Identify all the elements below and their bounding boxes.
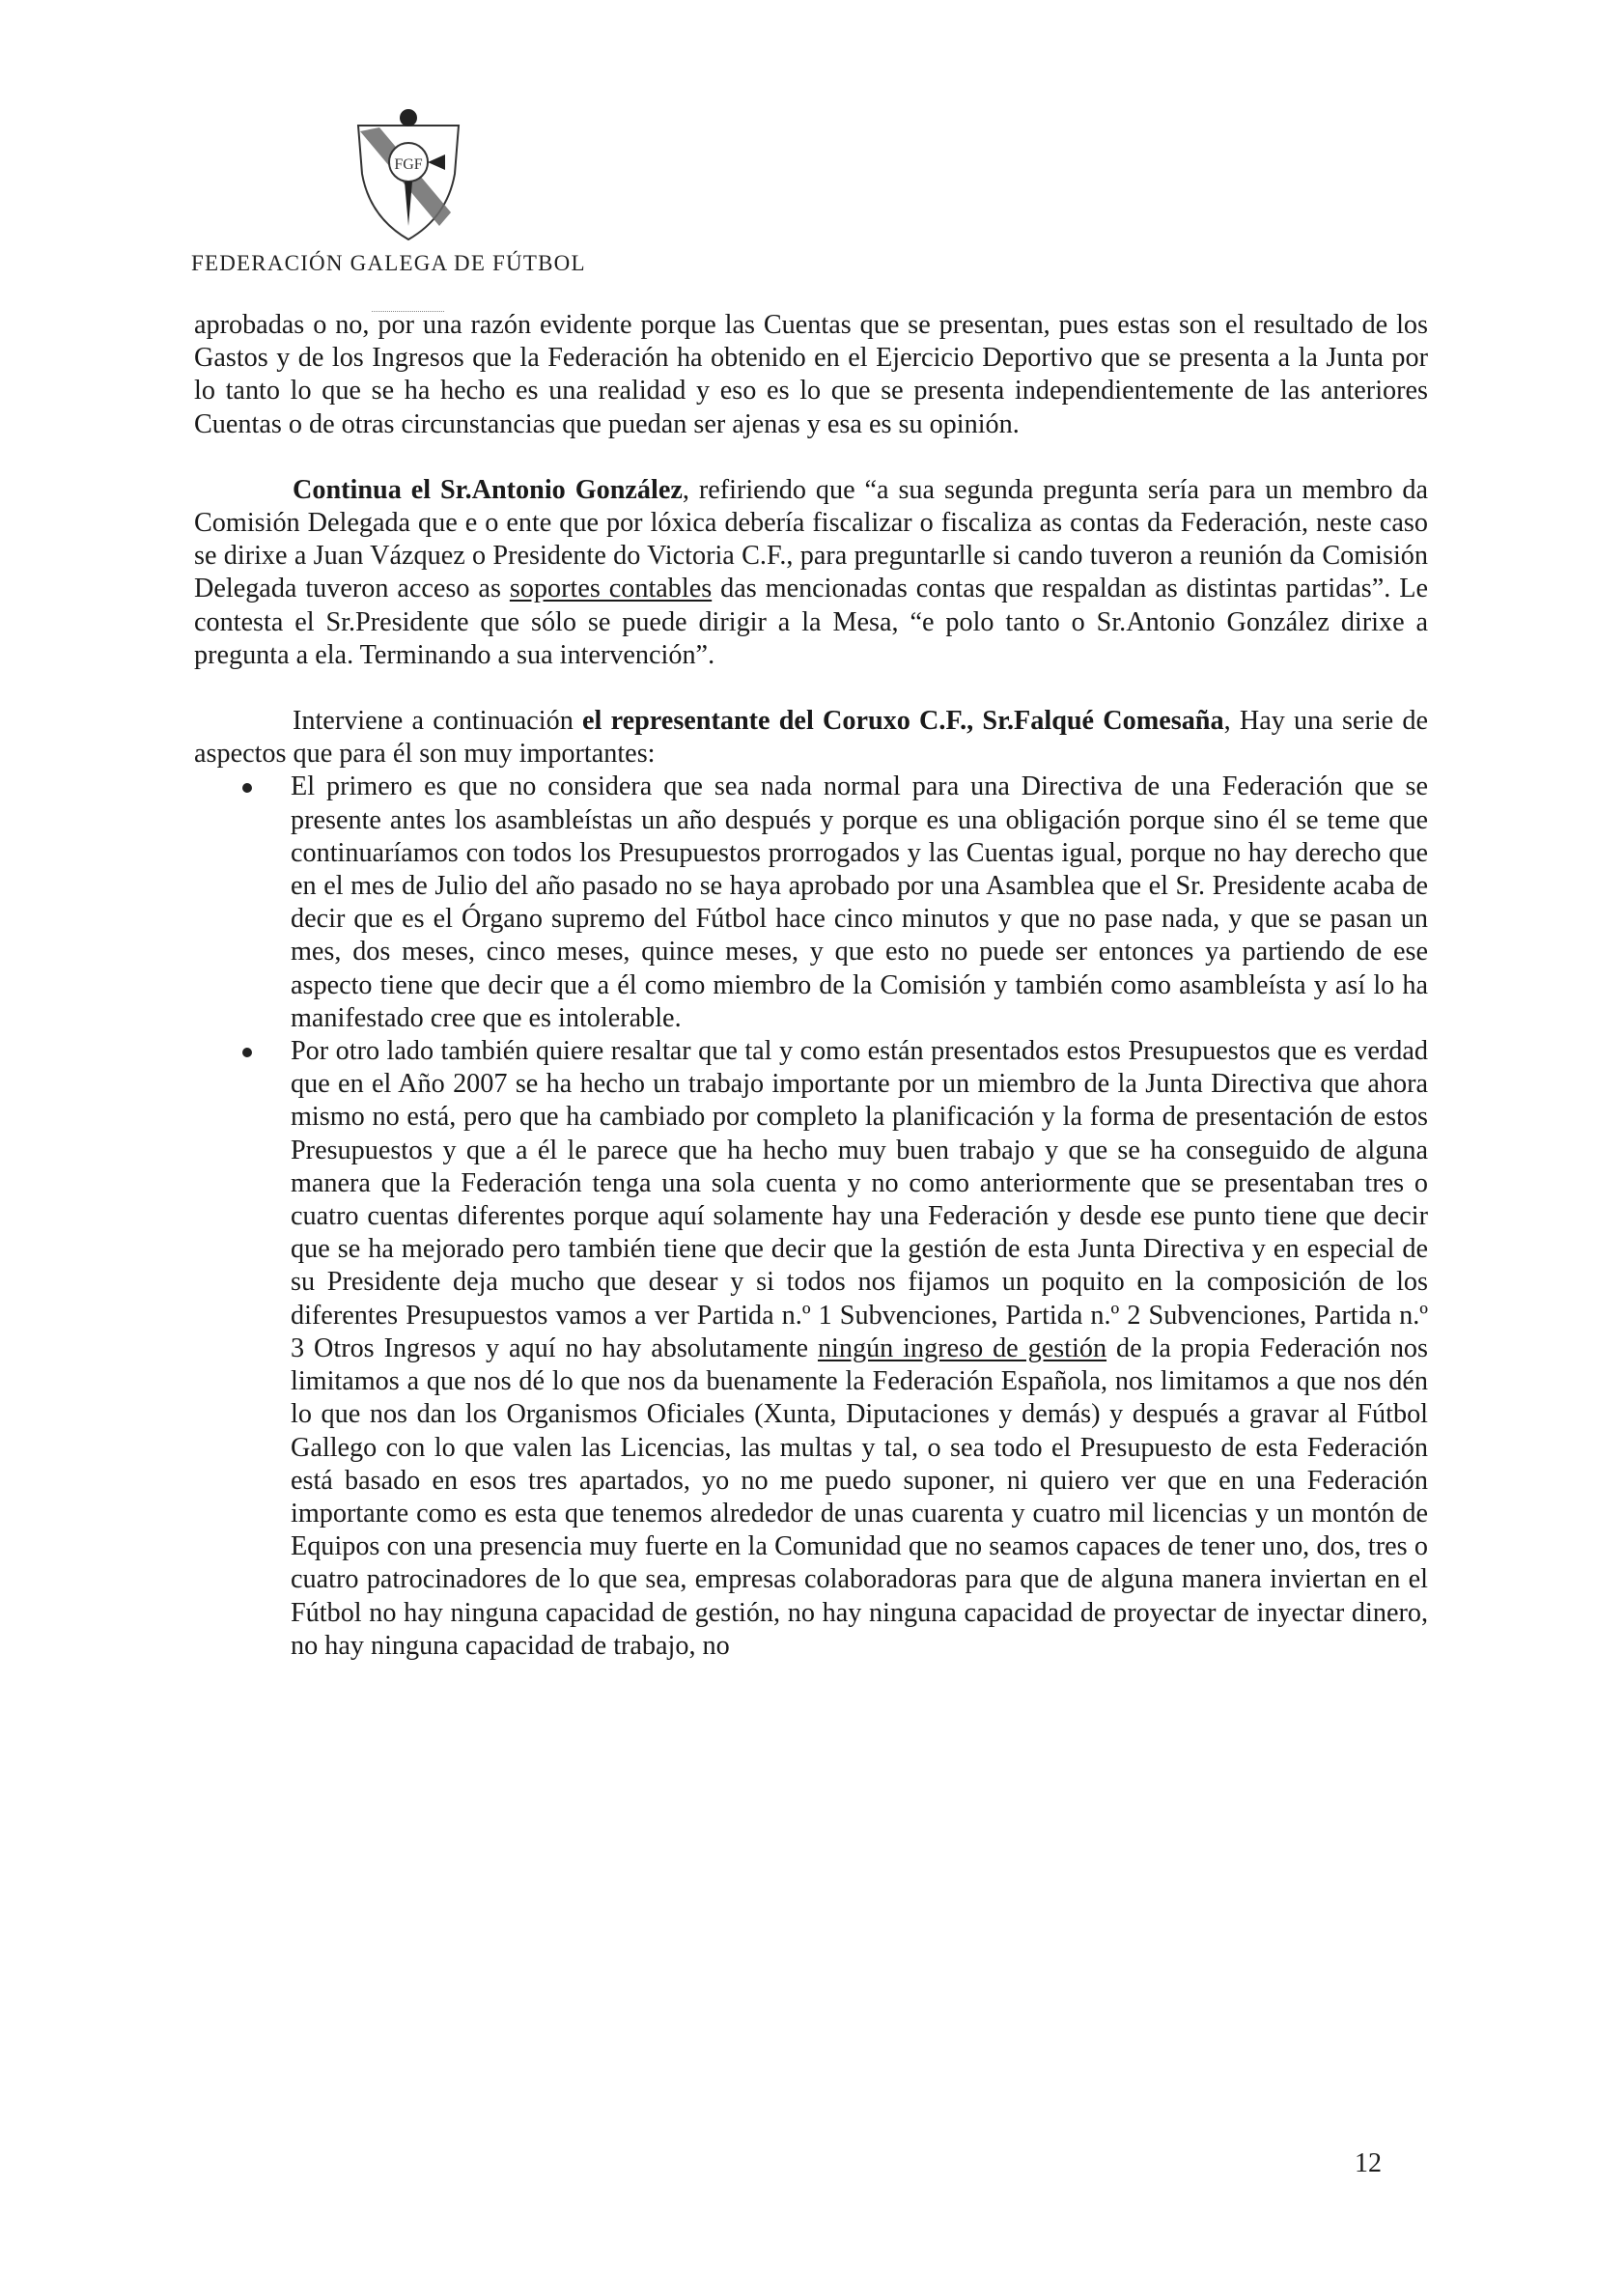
federation-crest-icon <box>350 106 466 241</box>
page-number: 12 <box>1355 2148 1382 2178</box>
list-item: El primero es que no considera que sea nada normal para una Directiva de una Federación que se presente antes los asambleístas un año después y porque es una obligación porque sino él se teme que continuaríamos con todos los Presupuestos prorrogados y las Cuentas igual, porque no hay derecho que en el mes de Julio del año pasado no se haya aprobado por una Asamblea que el Sr. Presidente acaba de decir que es el Órgano supremo del Fútbol hace cinco minutos y que no pase nada, y que se pasan un mes, dos meses, cinco meses, quince meses, y que esto no puede ser entonces ya partiendo de ese aspecto tiene que decir que a él como miembro de la Comisión y también como asambleísta y así lo ha manifestado cree que es intolerable. <box>194 771 1428 1035</box>
underlined-term: ningún ingreso de gestión <box>817 1332 1107 1363</box>
bullet-icon <box>242 783 252 793</box>
speaker-name: el representante del Coruxo C.F., Sr.Falqué Comesaña <box>582 706 1224 737</box>
underlined-term: soportes contables <box>509 574 713 604</box>
bullet-list <box>194 771 1428 1662</box>
speaker-name: Continua el Sr.Antonio González <box>293 474 683 505</box>
letterhead <box>191 87 674 280</box>
crest-initials: FGF <box>394 156 423 173</box>
bullet-icon <box>242 1048 252 1057</box>
document-body <box>194 309 1428 1663</box>
paragraph-antonio-gonzalez: Continua el Sr.Antonio González, refiriendo que “a sua segunda pregunta sería para un membro da Comisión Delegada que e o ente que por lóxica debería fiscalizar o fiscaliza as contas da Federación, neste caso se dirixe a Juan Vázquez o Presidente do Victoria C.F., para preguntarlle si cando tuveron a reunión da Comisión Delegada tuveron acceso as soportes contables das mencionadas contas que respaldan as distintas partidas”. Le contesta el Sr.Presidente que sólo se puede dirigir a la Mesa, “e polo tanto o Sr.Antonio González dirixe a pregunta a ela. Terminando a sua intervención”. <box>194 474 1428 670</box>
paragraph-cuentas: aprobadas o no, por una razón evidente porque las Cuentas que se presentan, pues estas son el resultado de los Gastos y de los Ingresos que la Federación ha obtenido en el Ejercicio Deportivo que se presenta a la Junta por lo tanto lo que se ha hecho es una realidad y eso es lo que se presenta independientemente de las anteriores Cuentas o de otras circunstancias que puedan ser ajenas y esa es su opinión. <box>194 310 1428 439</box>
list-item: Por otro lado también quiere resaltar que tal y como están presentados estos Presupuestos que es verdad que en el Año 2007 se ha hecho un trabajo importante por un miembro de la Junta Directiva que ahora mismo no está, pero que ha cambiado por completo la planificación y la forma de presentación de estos Presupuestos y que a él le parece que ha hecho muy buen trabajo y que se ha conseguido de alguna manera que la Federación tenga una sola cuenta y no como anteriormente que se presentaban tres o cuatro cuentas diferentes porque aquí solamente hay una Federación y desde ese punto tiene que decir que se ha mejorado pero también tiene que decir que la gestión de esta Junta Directiva y en especial de su Presidente deja mucho que desear y si todos nos fijamos un poquito en la composición de los diferentes Presupuestos vamos a ver Partida n.º 1 Subvenciones, Partida n.º 2 Subvenciones, Partida n.º 3 Otros Ingresos y aquí no hay absolutamente ningún ingreso de gestión de la propia Federación nos limitamos a que nos dé lo que nos da buenamente la Federación Española, nos limitamos a que nos dén lo que nos dan los Organismos Oficiales (Xunta, Diputaciones y demás) y después a gravar al Fútbol Gallego con lo que valen las Licencias, las multas y tal, o sea todo el Presupuesto de esta Federación está basado en esos tres apartados, yo no me puedo suponer, ni quiero ver que en una Federación importante como es esta que tenemos alrededor de unas cuarenta y cuatro mil licencias y un montón de Equipos con una presencia muy fuerte en la Comunidad que no seamos capaces de tener uno, dos, tres o cuatro patrocinadores de lo que sea, empresas colaboradoras para que de alguna manera inviertan en el Fútbol no hay ninguna capacidad de gestión, no hay ninguna capacidad de proyectar de inyectar dinero, no hay ninguna capacidad de trabajo, no <box>194 1035 1428 1663</box>
paragraph-coruxo-intro: Interviene a continuación el representante del Coruxo C.F., Sr.Falqué Comesaña, Hay una serie de aspectos que para él son muy importantes: <box>194 706 1429 770</box>
organization-name: FEDERACIÓN GALEGA DE FÚTBOL <box>191 251 586 275</box>
